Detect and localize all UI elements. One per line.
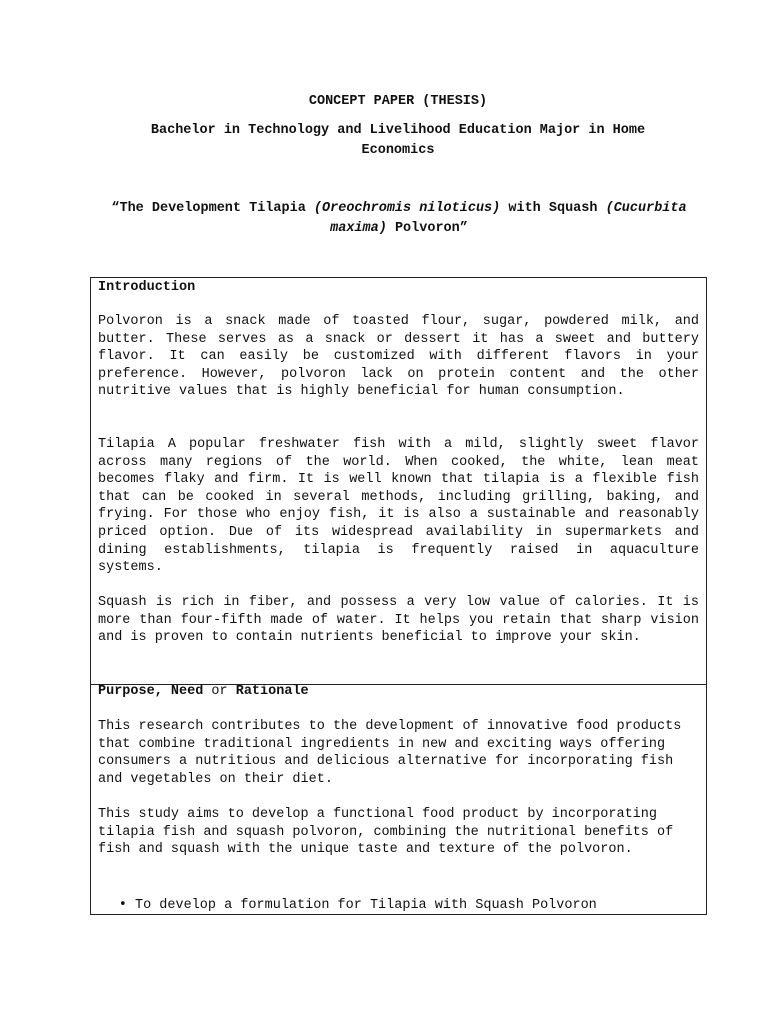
purpose-heading-part-2: Rationale	[235, 684, 309, 699]
title-part-2: with Squash	[500, 201, 606, 216]
list-item	[119, 896, 699, 915]
purpose-heading-conjunction: or	[203, 684, 236, 699]
paper-title	[110, 199, 688, 239]
purpose-heading-part-1: Purpose, Need	[98, 684, 204, 699]
introduction-paragraph-1: Polvoron is a snack made of toasted flour, sugar, powdered milk, and butter. These serves as a snack or dessert it has a sweet and buttery flavor. It can easily be customized with different flavors in your preference. However, polvoron lack on protein content and the other nutritive values that is highly beneficial for human consumption.	[98, 314, 699, 400]
document-type-heading: CONCEPT PAPER (THESIS)	[308, 94, 488, 109]
concept-table	[90, 277, 707, 915]
program-heading: Bachelor in Technology and Livelihood Education Major in Home Economics	[150, 123, 646, 158]
title-part-1: “The Development Tilapia	[111, 201, 314, 216]
introduction-paragraph-2: Tilapia A popular freshwater fish with a mild, slightly sweet flavor across many regions of the world. When cooked, the white, lean meat becomes flaky and firm. It is well known that tilapia is a flexible fish that can be cooked in several methods, including grilling, baking, and frying. For those who enjoy fish, it is also a sustainable and reasonably priced option. Due of its widespread availability in supermarkets and dining establishments, tilapia is frequently raised in aquaculture systems.	[98, 437, 699, 576]
introduction-heading: Introduction	[98, 280, 196, 295]
title-scientific-name-2: (Cucurbita maxima)	[330, 201, 687, 236]
title-part-3: Polvoron”	[386, 221, 468, 236]
bullet-icon: •	[119, 897, 127, 912]
title-scientific-name-1: (Oreochromis niloticus)	[313, 201, 501, 216]
purpose-heading	[98, 683, 699, 701]
purpose-paragraph-2: This study aims to develop a functional food product by incorporating tilapia fish and squash polvoron, combining the nutritional benefits of fish and squash with the unique taste and texture of the polvoron.	[98, 807, 674, 858]
purpose-paragraph-1: This research contributes to the development of innovative food products that combine traditional ingredients in new and exciting ways offering consumers a nutritious and delicious alternative for incorporating fish and vegetables on their diet.	[98, 719, 682, 787]
introduction-paragraph-3: Squash is rich in fiber, and possess a very low value of calories. It is more than four-fifth made of water. It helps you retain that sharp vision and is proven to contain nutrients beneficial to improve your skin.	[98, 595, 699, 646]
bullet-text: To develop a formulation for Tilapia with Squash Polvoron	[135, 898, 597, 913]
